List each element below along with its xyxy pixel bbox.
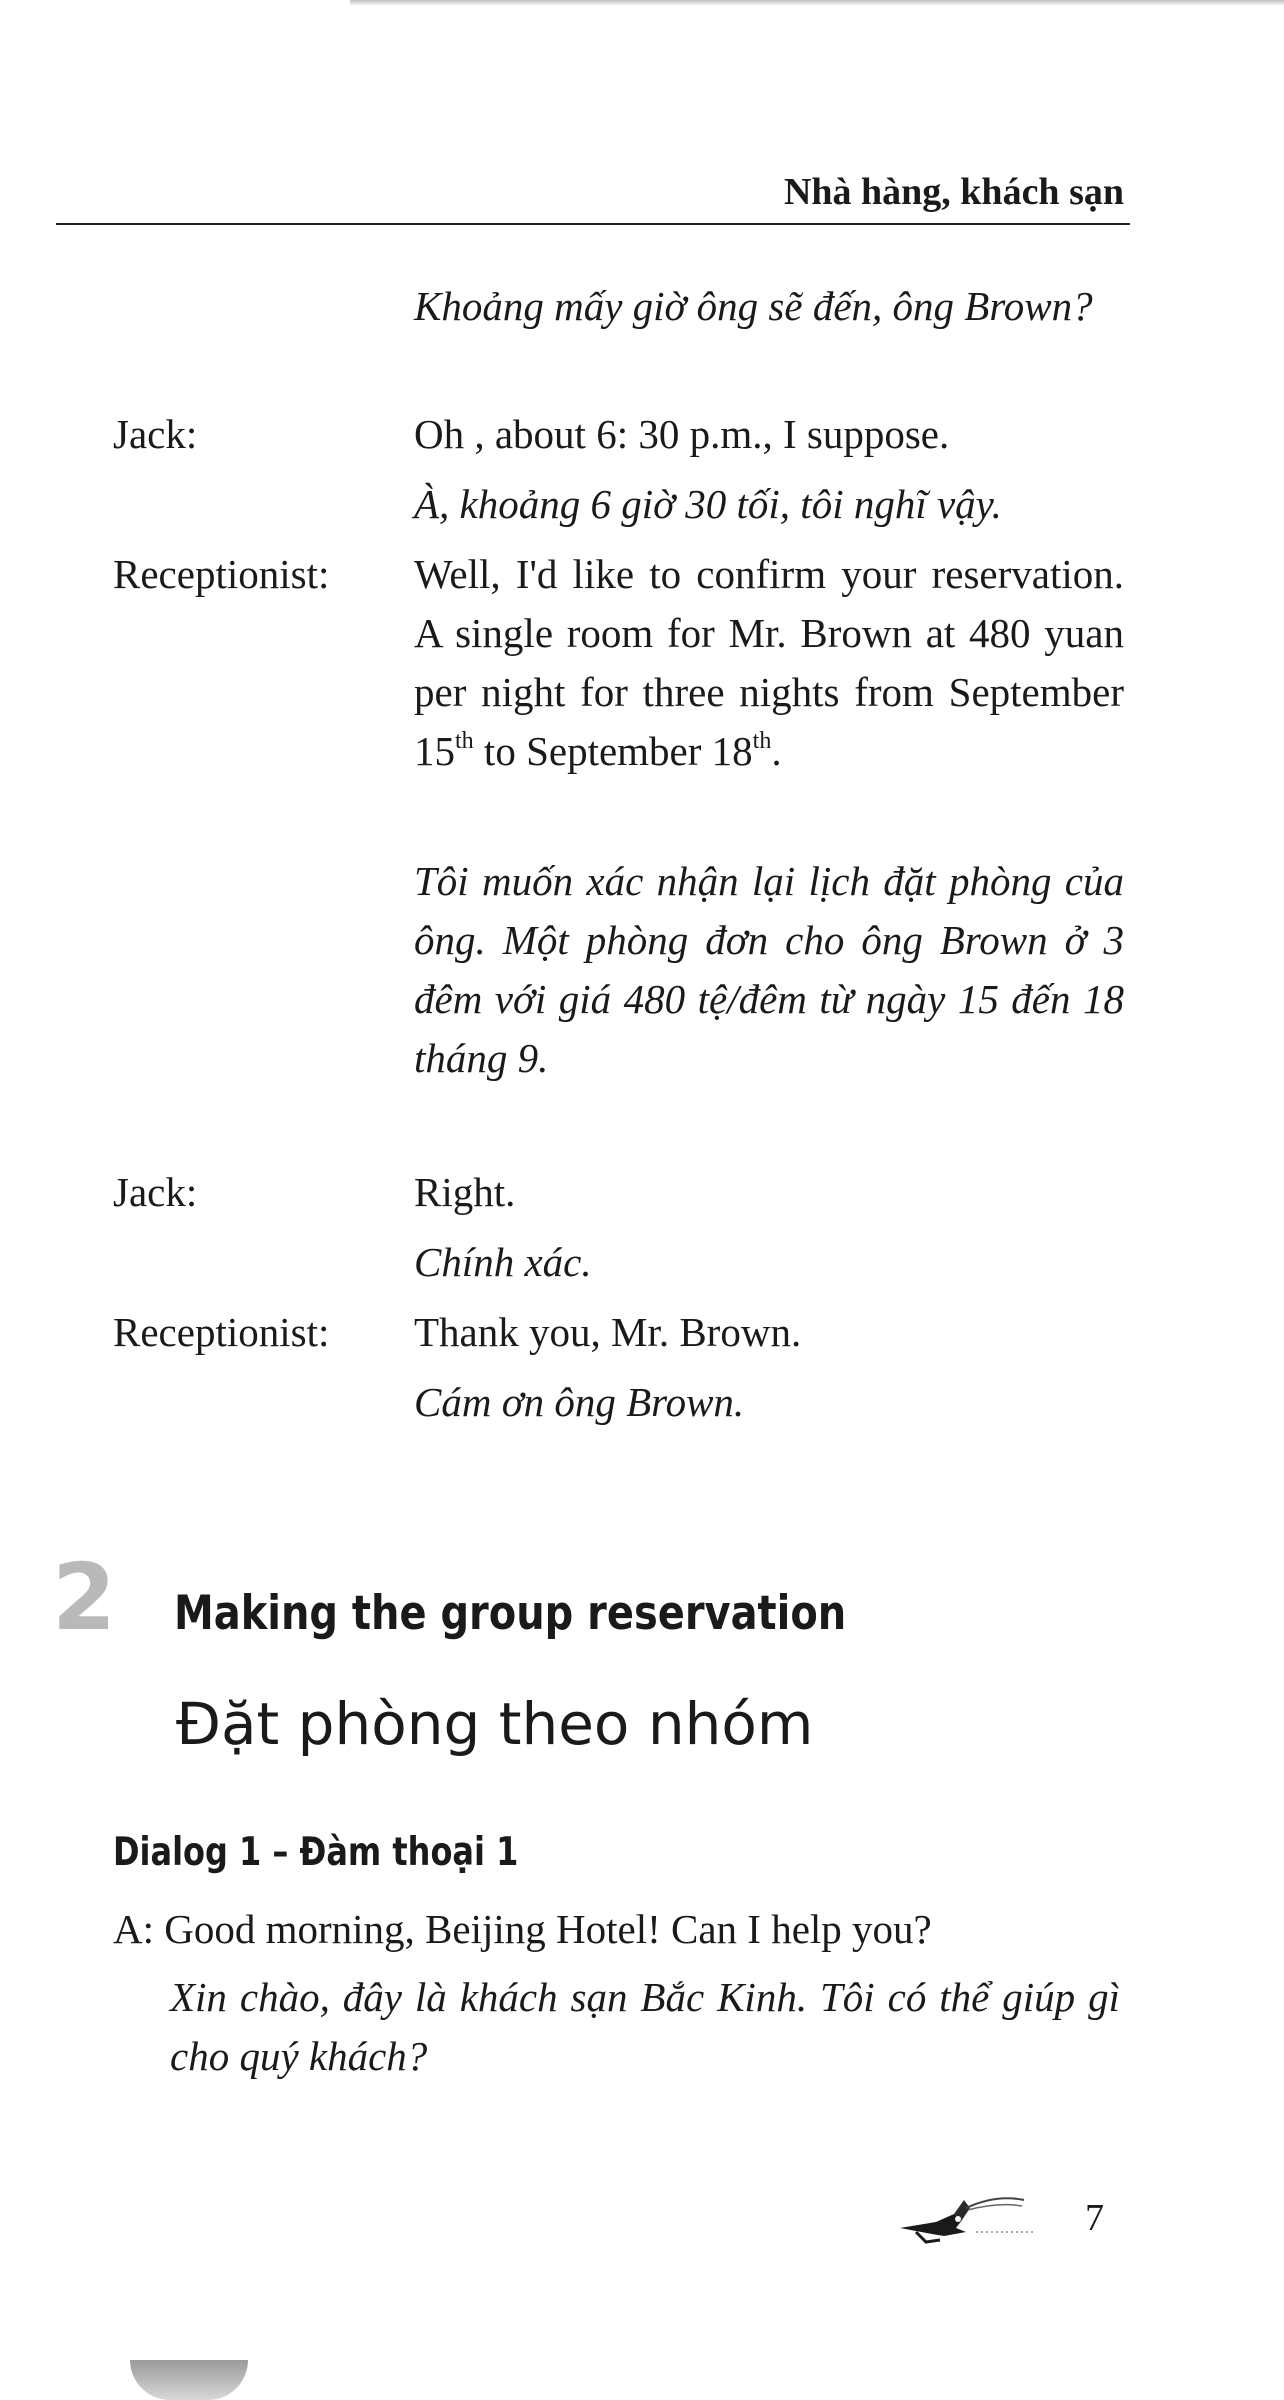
speaker-label: Jack: bbox=[113, 411, 198, 457]
english-text: to September 18 bbox=[473, 728, 753, 774]
english-line: Oh , about 6: 30 p.m., I suppose. bbox=[414, 411, 950, 457]
superscript: th bbox=[752, 728, 772, 754]
english-line bbox=[414, 545, 1124, 781]
english-text: . bbox=[771, 728, 782, 774]
page-edge-mark bbox=[130, 2360, 248, 2400]
dialog-line-english: A: Good morning, Beijing Hotel! Can I help you? bbox=[113, 1906, 932, 1952]
dialog-heading: Dialog 1 – Đàm thoại 1 bbox=[113, 1830, 519, 1875]
english-line: Thank you, Mr. Brown. bbox=[414, 1309, 802, 1355]
english-text: Well, I'd like to confirm your reservation. A single room for Mr. Brown at 480 yuan per night for three nights from September 15 bbox=[414, 551, 1124, 774]
vietnamese-translation: Chính xác. bbox=[414, 1239, 592, 1285]
running-header: Nhà hàng, khách sạn bbox=[783, 171, 1124, 213]
section-title-english: Making the group reservation bbox=[174, 1586, 847, 1641]
english-line: Right. bbox=[414, 1169, 516, 1215]
bird-ornament-icon bbox=[896, 2186, 1046, 2261]
vietnamese-translation: Tôi muốn xác nhận lại lịch đặt phòng của ông. Một phòng đơn cho ông Brown ở 3 đêm với giá 480 tệ/đêm từ ngày 15 đến 18 tháng 9. bbox=[414, 858, 1124, 1081]
page-edge-shadow bbox=[350, 0, 1284, 6]
vietnamese-translation: À, khoảng 6 giờ 30 tối, tôi nghĩ vậy. bbox=[414, 481, 1002, 527]
page-number: 7 bbox=[1085, 2197, 1104, 2239]
speaker-label: Jack: bbox=[113, 1169, 198, 1215]
dialog-line-vietnamese: Xin chào, đây là khách sạn Bắc Kinh. Tôi có thể giúp gì cho quý khách? bbox=[170, 1974, 1120, 2079]
speaker-label: Receptionist: bbox=[113, 1309, 330, 1355]
vietnamese-translation: Cám ơn ông Brown. bbox=[414, 1379, 745, 1425]
vietnamese-translation: Khoảng mấy giờ ông sẽ đến, ông Brown? bbox=[414, 283, 1093, 329]
header-rule bbox=[56, 223, 1130, 225]
section-title-vietnamese: Đặt phòng theo nhóm bbox=[176, 1690, 814, 1758]
superscript: th bbox=[455, 728, 474, 754]
speaker-label: Receptionist: bbox=[113, 551, 330, 597]
section-number: 2 bbox=[52, 1544, 117, 1651]
